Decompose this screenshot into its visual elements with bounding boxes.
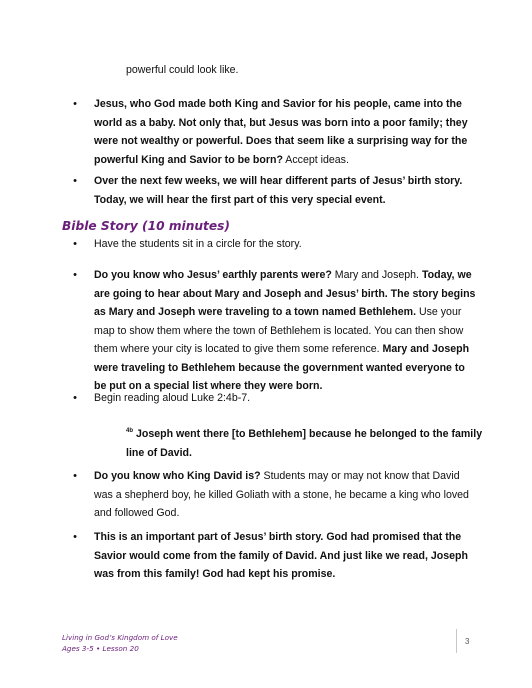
normal-text: Mary and Joseph.: [331, 269, 422, 281]
list-item-body: [94, 467, 476, 523]
bold-text: Jesus, who God made both King and Savior for his people, came into the world as a baby. Not only that, but Jesus was born into a poor family; they were not wealthy or powerful. Does that seem like a surprising way for the powerful King and Savior to be born?: [94, 98, 468, 166]
verse-text: Joseph went there [to Bethlehem] because he belonged to the family line of David.: [126, 428, 483, 459]
scripture-quote: [126, 422, 486, 462]
bullet-glyph: •: [73, 531, 77, 543]
bold-text: Over the next few weeks, we will hear different parts of Jesus’ birth story. Today, we will hear the first part of this very special event.: [94, 175, 463, 206]
footer: [62, 632, 178, 654]
list-item: [68, 467, 476, 523]
footer-divider: [456, 629, 457, 653]
bullet-glyph: •: [73, 269, 77, 281]
list-item-body: [94, 528, 476, 584]
list-item-body: Have the students sit in a circle for the story.: [94, 238, 302, 250]
section-heading: Bible Story (10 minutes): [62, 219, 230, 233]
footer-subtitle: Ages 3-5 • Lesson 20: [62, 644, 139, 653]
list-item-body: [94, 95, 476, 169]
footer-title: Living in God’s Kingdom of Love: [62, 633, 178, 642]
bold-text: Today, we are going to hear about Mary and Joseph and Jesus’ birth. The story begins as Mary and Joseph were traveling to a town named Bethlehem.: [94, 269, 476, 318]
bold-text: Mary and Joseph were traveling to Bethlehem because the government wanted everyone to be put on a special list where they were born.: [94, 343, 470, 392]
list-item-body: [94, 172, 476, 209]
bold-text: Do you know who King David is?: [94, 470, 261, 482]
bullet-glyph: •: [73, 98, 77, 110]
list-item-body: Begin reading aloud Luke 2:4b-7.: [94, 392, 251, 404]
list-item: [68, 235, 476, 254]
normal-text: Accept ideas.: [282, 153, 349, 166]
list-item: [68, 95, 476, 169]
bold-text: Do you know who Jesus’ earthly parents were?: [94, 269, 332, 281]
verse-number: 4b: [126, 428, 134, 434]
list-item: [68, 528, 476, 584]
list-item: [68, 266, 476, 396]
bullet-glyph: •: [73, 470, 77, 482]
page-number: 3: [465, 637, 470, 646]
list-item: [68, 172, 476, 209]
normal-text: Use your map to show them where the town of Bethlehem is located. You can then show them where your city is located to give them some reference.: [94, 306, 464, 355]
list-item-body: [94, 266, 476, 396]
bullet-glyph: •: [73, 175, 77, 187]
bullet-glyph: •: [73, 238, 77, 250]
list-item: [68, 389, 476, 408]
bullet-glyph: •: [73, 392, 77, 404]
continuation-text: powerful could look like.: [126, 64, 239, 76]
bold-text: This is an important part of Jesus’ birth story. God had promised that the Savior would come from the family of David. And just like we read, Joseph was from this family! God had kept his promise.: [94, 531, 469, 580]
normal-text: Students may or may not know that David was a shepherd boy, he killed Goliath with a stone, he became a king who loved and followed God.: [94, 470, 469, 519]
